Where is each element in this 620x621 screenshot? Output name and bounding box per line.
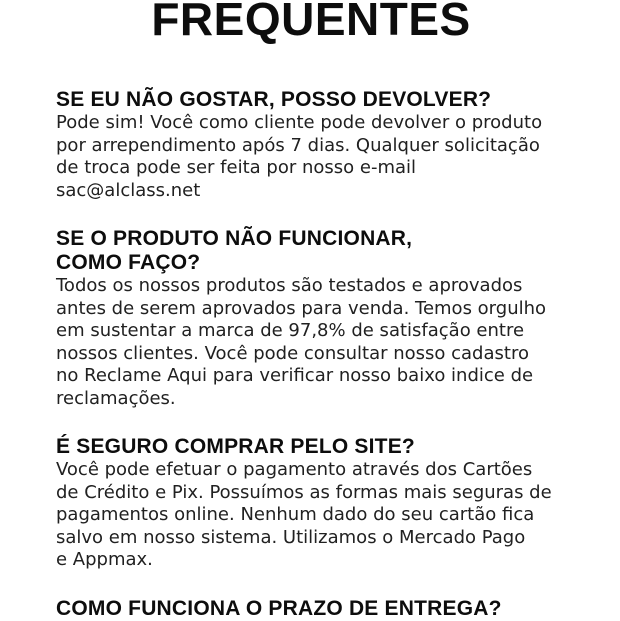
faq-section-seguranca <box>56 435 566 572</box>
answer-line: Pode sim! Você como cliente pode devolver o produto <box>56 112 543 133</box>
question-line: SE O PRODUTO NÃO FUNCIONAR, <box>56 227 413 250</box>
faq-answer <box>56 275 566 410</box>
answer-line: Você pode efetuar o pagamento através dos Cartões <box>56 459 533 480</box>
faq-section-devolucao <box>56 88 566 202</box>
answer-line: no Reclame Aqui para verificar nosso baixo indice de <box>56 365 534 386</box>
page-title: FREQUENTES <box>151 0 471 45</box>
answer-line: por arrependimento após 7 dias. Qualquer solicitação <box>56 134 540 156</box>
answer-line: em sustentar a marca de 97,8% de satisfação entre <box>56 320 525 341</box>
faq-answer <box>56 459 566 572</box>
answer-line: de troca pode ser feita por nosso e-mail <box>56 157 417 178</box>
faq-question <box>56 435 566 459</box>
faq-question <box>56 88 566 112</box>
answer-line: de Crédito e Pix. Possuímos as formas mais seguras de <box>56 481 552 503</box>
answer-line: e Appmax. <box>56 549 153 570</box>
question-line: SE EU NÃO GOSTAR, POSSO DEVOLVER? <box>56 88 492 111</box>
answer-line: reclamações. <box>56 387 176 409</box>
answer-line: antes de serem aprovados para venda. Temos orgulho <box>56 297 547 319</box>
question-line: É SEGURO COMPRAR PELO SITE? <box>56 435 415 458</box>
email-text: sac@alclass.net <box>56 179 201 201</box>
faq-question <box>56 597 566 621</box>
answer-line: salvo em nosso sistema. Utilizamos o Mercado Pago <box>56 526 526 548</box>
faq-answer <box>56 112 566 202</box>
faq-question <box>56 227 566 275</box>
answer-line: nossos clientes. Você pode consultar nosso cadastro <box>56 342 529 364</box>
answer-line: Todos os nossos produtos são testados e aprovados <box>56 275 523 296</box>
faq-section-produto-nao-funcionar <box>56 227 566 410</box>
question-line: COMO FUNCIONA O PRAZO DE ENTREGA? <box>56 596 502 620</box>
answer-line: pagamentos online. Nenhum dado do seu cartão fica <box>56 504 535 525</box>
question-line: COMO FAÇO? <box>56 251 201 274</box>
faq-section-prazo-entrega <box>56 597 566 621</box>
